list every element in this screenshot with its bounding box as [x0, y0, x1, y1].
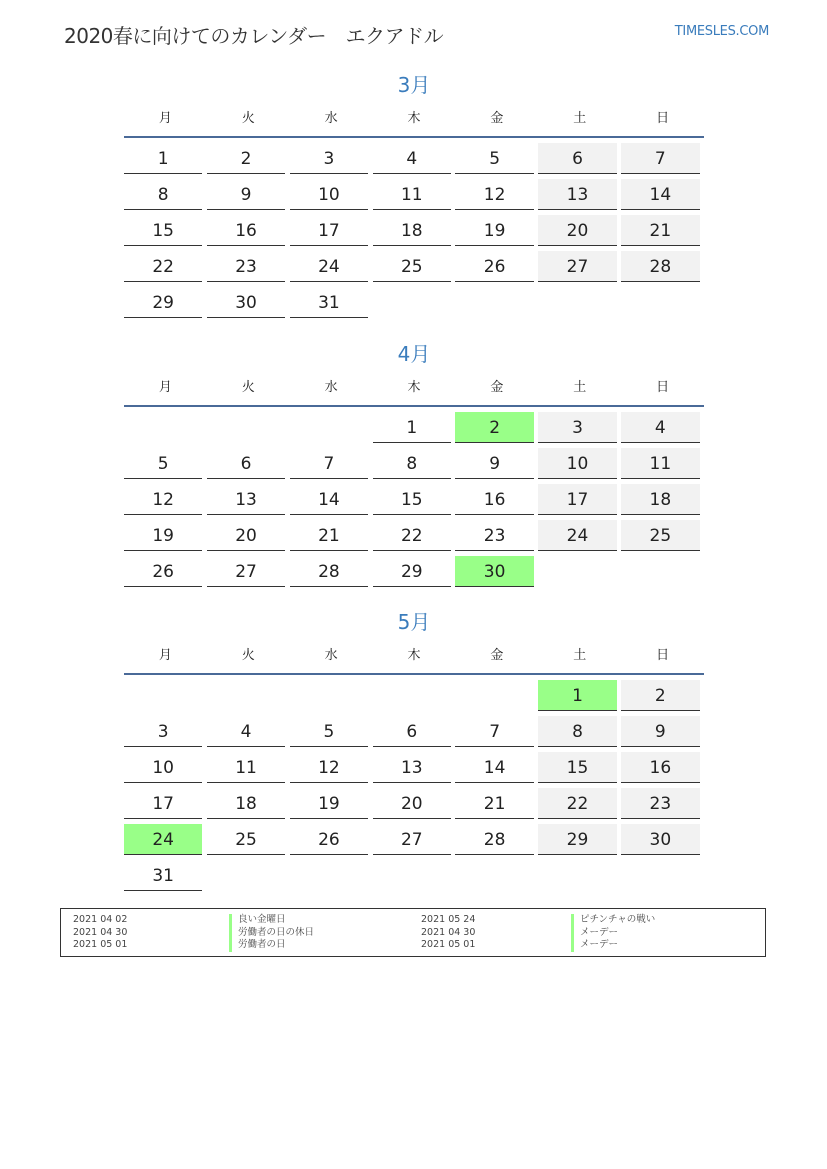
weekday-label: 木 [407, 380, 421, 395]
day-cell[interactable]: 28 [621, 251, 699, 282]
holiday-day-cell[interactable]: 1 [538, 680, 616, 711]
week-rows [124, 680, 704, 896]
day-cell[interactable]: 12 [290, 752, 368, 783]
holiday-date: 2021 04 30 [421, 926, 476, 938]
weekday-label: 火 [241, 648, 255, 663]
weekday-label: 日 [656, 111, 670, 126]
day-cell[interactable]: 6 [538, 143, 616, 174]
day-cell[interactable]: 23 [207, 251, 285, 282]
holiday-names-left [229, 914, 314, 952]
day-cell[interactable]: 30 [621, 824, 699, 855]
weekday-label: 金 [490, 111, 504, 126]
day-cell[interactable]: 18 [621, 484, 699, 515]
holiday-list [60, 908, 766, 957]
day-cell[interactable]: 6 [207, 448, 285, 479]
day-cell[interactable]: 13 [373, 752, 451, 783]
month-title: 3月 [397, 73, 431, 97]
weekday-label: 火 [241, 111, 255, 126]
page-title: 2020春に向けてのカレンダー エクアドル [64, 24, 444, 48]
holiday-name: 労働者の日 [229, 939, 314, 952]
day-cell[interactable]: 20 [207, 520, 285, 551]
month-block [124, 68, 704, 323]
month-block [124, 337, 704, 592]
holiday-date: 2021 05 24 [421, 914, 476, 925]
week-row [124, 860, 704, 896]
weekday-label: 金 [490, 648, 504, 663]
day-cell[interactable]: 17 [538, 484, 616, 515]
day-cell[interactable]: 16 [455, 484, 533, 515]
day-cell[interactable]: 8 [373, 448, 451, 479]
day-cell[interactable]: 30 [207, 287, 285, 318]
week-row [124, 680, 704, 716]
week-row [124, 520, 704, 556]
holiday-dates-left [73, 914, 127, 952]
empty-cell [621, 556, 699, 586]
weekday-label: 土 [573, 111, 587, 126]
weekday-header [124, 639, 704, 675]
week-row [124, 752, 704, 788]
day-cell[interactable]: 15 [538, 752, 616, 783]
day-cell[interactable]: 1 [373, 412, 451, 443]
day-cell[interactable]: 8 [538, 716, 616, 747]
day-cell[interactable]: 4 [621, 412, 699, 443]
weekday-label: 土 [573, 648, 587, 663]
week-rows [124, 412, 704, 592]
day-cell[interactable]: 20 [373, 788, 451, 819]
empty-cell [455, 287, 533, 317]
empty-cell [538, 287, 616, 317]
day-cell[interactable]: 13 [538, 179, 616, 210]
day-cell[interactable]: 2 [621, 680, 699, 711]
weekday-label: 火 [241, 380, 255, 395]
day-cell[interactable]: 1 [124, 143, 202, 174]
day-cell[interactable]: 12 [124, 484, 202, 515]
day-cell[interactable]: 5 [124, 448, 202, 479]
weekday-label: 金 [490, 380, 504, 395]
day-cell[interactable]: 9 [207, 179, 285, 210]
week-row [124, 412, 704, 448]
day-cell[interactable]: 5 [455, 143, 533, 174]
week-row [124, 716, 704, 752]
empty-cell [290, 860, 368, 890]
day-cell[interactable]: 26 [455, 251, 533, 282]
holiday-name: ピチンチャの戦い [571, 914, 655, 927]
day-cell[interactable]: 21 [455, 788, 533, 819]
empty-cell [207, 860, 285, 890]
empty-cell [124, 412, 202, 442]
day-cell[interactable]: 27 [207, 556, 285, 587]
weekday-label: 月 [158, 380, 172, 395]
day-cell[interactable]: 7 [621, 143, 699, 174]
holiday-date: 2021 04 02 [73, 914, 128, 925]
day-cell[interactable]: 25 [621, 520, 699, 551]
weekday-header [124, 371, 704, 407]
empty-cell [207, 680, 285, 710]
day-cell[interactable]: 10 [538, 448, 616, 479]
weekday-label: 月 [158, 111, 172, 126]
day-cell[interactable]: 14 [290, 484, 368, 515]
day-cell[interactable]: 19 [290, 788, 368, 819]
day-cell[interactable]: 14 [455, 752, 533, 783]
holiday-date: 2021 05 01 [421, 939, 476, 950]
day-cell[interactable]: 6 [373, 716, 451, 747]
day-cell[interactable]: 10 [124, 752, 202, 783]
day-cell[interactable]: 3 [290, 143, 368, 174]
day-cell[interactable]: 11 [373, 179, 451, 210]
holiday-names-right [571, 914, 655, 952]
day-cell[interactable]: 16 [207, 215, 285, 246]
weekday-label: 木 [407, 648, 421, 663]
empty-cell [621, 287, 699, 317]
day-cell[interactable]: 14 [621, 179, 699, 210]
empty-cell [290, 412, 368, 442]
empty-cell [455, 680, 533, 710]
weekday-label: 木 [407, 111, 421, 126]
day-cell[interactable]: 15 [373, 484, 451, 515]
day-cell[interactable]: 12 [455, 179, 533, 210]
day-cell[interactable]: 21 [290, 520, 368, 551]
day-cell[interactable]: 26 [124, 556, 202, 587]
weekday-label: 土 [573, 380, 587, 395]
month-block [124, 605, 704, 896]
day-cell[interactable]: 27 [538, 251, 616, 282]
day-cell[interactable]: 23 [455, 520, 533, 551]
empty-cell [538, 860, 616, 890]
holiday-date: 2021 04 30 [73, 926, 128, 938]
day-cell[interactable]: 29 [538, 824, 616, 855]
holiday-dates-right [421, 914, 475, 952]
empty-cell [207, 412, 285, 442]
day-cell[interactable]: 15 [124, 215, 202, 246]
week-row [124, 484, 704, 520]
empty-cell [538, 556, 616, 586]
day-cell[interactable]: 19 [124, 520, 202, 551]
day-cell[interactable]: 3 [538, 412, 616, 443]
day-cell[interactable]: 16 [621, 752, 699, 783]
holiday-day-cell[interactable]: 2 [455, 412, 533, 443]
day-cell[interactable]: 2 [207, 143, 285, 174]
day-cell[interactable]: 11 [621, 448, 699, 479]
week-row [124, 251, 704, 287]
day-cell[interactable]: 7 [290, 448, 368, 479]
week-row [124, 788, 704, 824]
day-cell[interactable]: 20 [538, 215, 616, 246]
week-row [124, 143, 704, 179]
month-title: 4月 [397, 342, 431, 366]
weekday-label: 日 [656, 380, 670, 395]
week-row [124, 824, 704, 860]
day-cell[interactable]: 28 [455, 824, 533, 855]
day-cell[interactable]: 8 [124, 179, 202, 210]
empty-cell [373, 287, 451, 317]
day-cell[interactable]: 9 [455, 448, 533, 479]
day-cell[interactable]: 24 [290, 251, 368, 282]
day-cell[interactable]: 21 [621, 215, 699, 246]
day-cell[interactable]: 29 [373, 556, 451, 587]
holiday-name: メーデー [571, 927, 655, 940]
day-cell[interactable]: 18 [373, 215, 451, 246]
day-cell[interactable]: 26 [290, 824, 368, 855]
week-row [124, 215, 704, 251]
day-cell[interactable]: 4 [373, 143, 451, 174]
day-cell[interactable]: 17 [290, 215, 368, 246]
day-cell[interactable]: 27 [373, 824, 451, 855]
day-cell[interactable]: 23 [621, 788, 699, 819]
empty-cell [124, 680, 202, 710]
day-cell[interactable]: 5 [290, 716, 368, 747]
empty-cell [373, 680, 451, 710]
week-row [124, 448, 704, 484]
day-cell[interactable]: 25 [373, 251, 451, 282]
empty-cell [455, 860, 533, 890]
holiday-name: メーデー [571, 939, 655, 952]
weekday-label: 日 [656, 648, 670, 663]
weekday-label: 水 [324, 648, 338, 663]
day-cell[interactable]: 18 [207, 788, 285, 819]
weekday-label: 水 [324, 111, 338, 126]
day-cell[interactable]: 29 [124, 287, 202, 318]
weekday-label: 月 [158, 648, 172, 663]
day-cell[interactable]: 31 [290, 287, 368, 318]
day-cell[interactable]: 22 [373, 520, 451, 551]
day-cell[interactable]: 22 [124, 251, 202, 282]
day-cell[interactable]: 28 [290, 556, 368, 587]
day-cell[interactable]: 11 [207, 752, 285, 783]
week-rows [124, 143, 704, 323]
weekday-header [124, 102, 704, 138]
day-cell[interactable]: 25 [207, 824, 285, 855]
day-cell[interactable]: 13 [207, 484, 285, 515]
day-cell[interactable]: 4 [207, 716, 285, 747]
week-row [124, 179, 704, 215]
month-title: 5月 [397, 610, 431, 634]
day-cell[interactable]: 17 [124, 788, 202, 819]
day-cell[interactable]: 3 [124, 716, 202, 747]
day-cell[interactable]: 22 [538, 788, 616, 819]
holiday-date: 2021 05 01 [73, 939, 128, 950]
site-name[interactable]: TIMESLES.COM [674, 24, 769, 39]
day-cell[interactable]: 9 [621, 716, 699, 747]
holiday-day-cell[interactable]: 30 [455, 556, 533, 587]
holiday-name: 労働者の日の休日 [229, 927, 314, 940]
week-row [124, 287, 704, 323]
weekday-label: 水 [324, 380, 338, 395]
holiday-name: 良い金曜日 [229, 914, 314, 927]
day-cell[interactable]: 19 [455, 215, 533, 246]
day-cell[interactable]: 10 [290, 179, 368, 210]
day-cell[interactable]: 24 [538, 520, 616, 551]
empty-cell [290, 680, 368, 710]
day-cell[interactable]: 7 [455, 716, 533, 747]
week-row [124, 556, 704, 592]
day-cell[interactable]: 31 [124, 860, 202, 891]
empty-cell [373, 860, 451, 890]
holiday-day-cell[interactable]: 24 [124, 824, 202, 855]
empty-cell [621, 860, 699, 890]
